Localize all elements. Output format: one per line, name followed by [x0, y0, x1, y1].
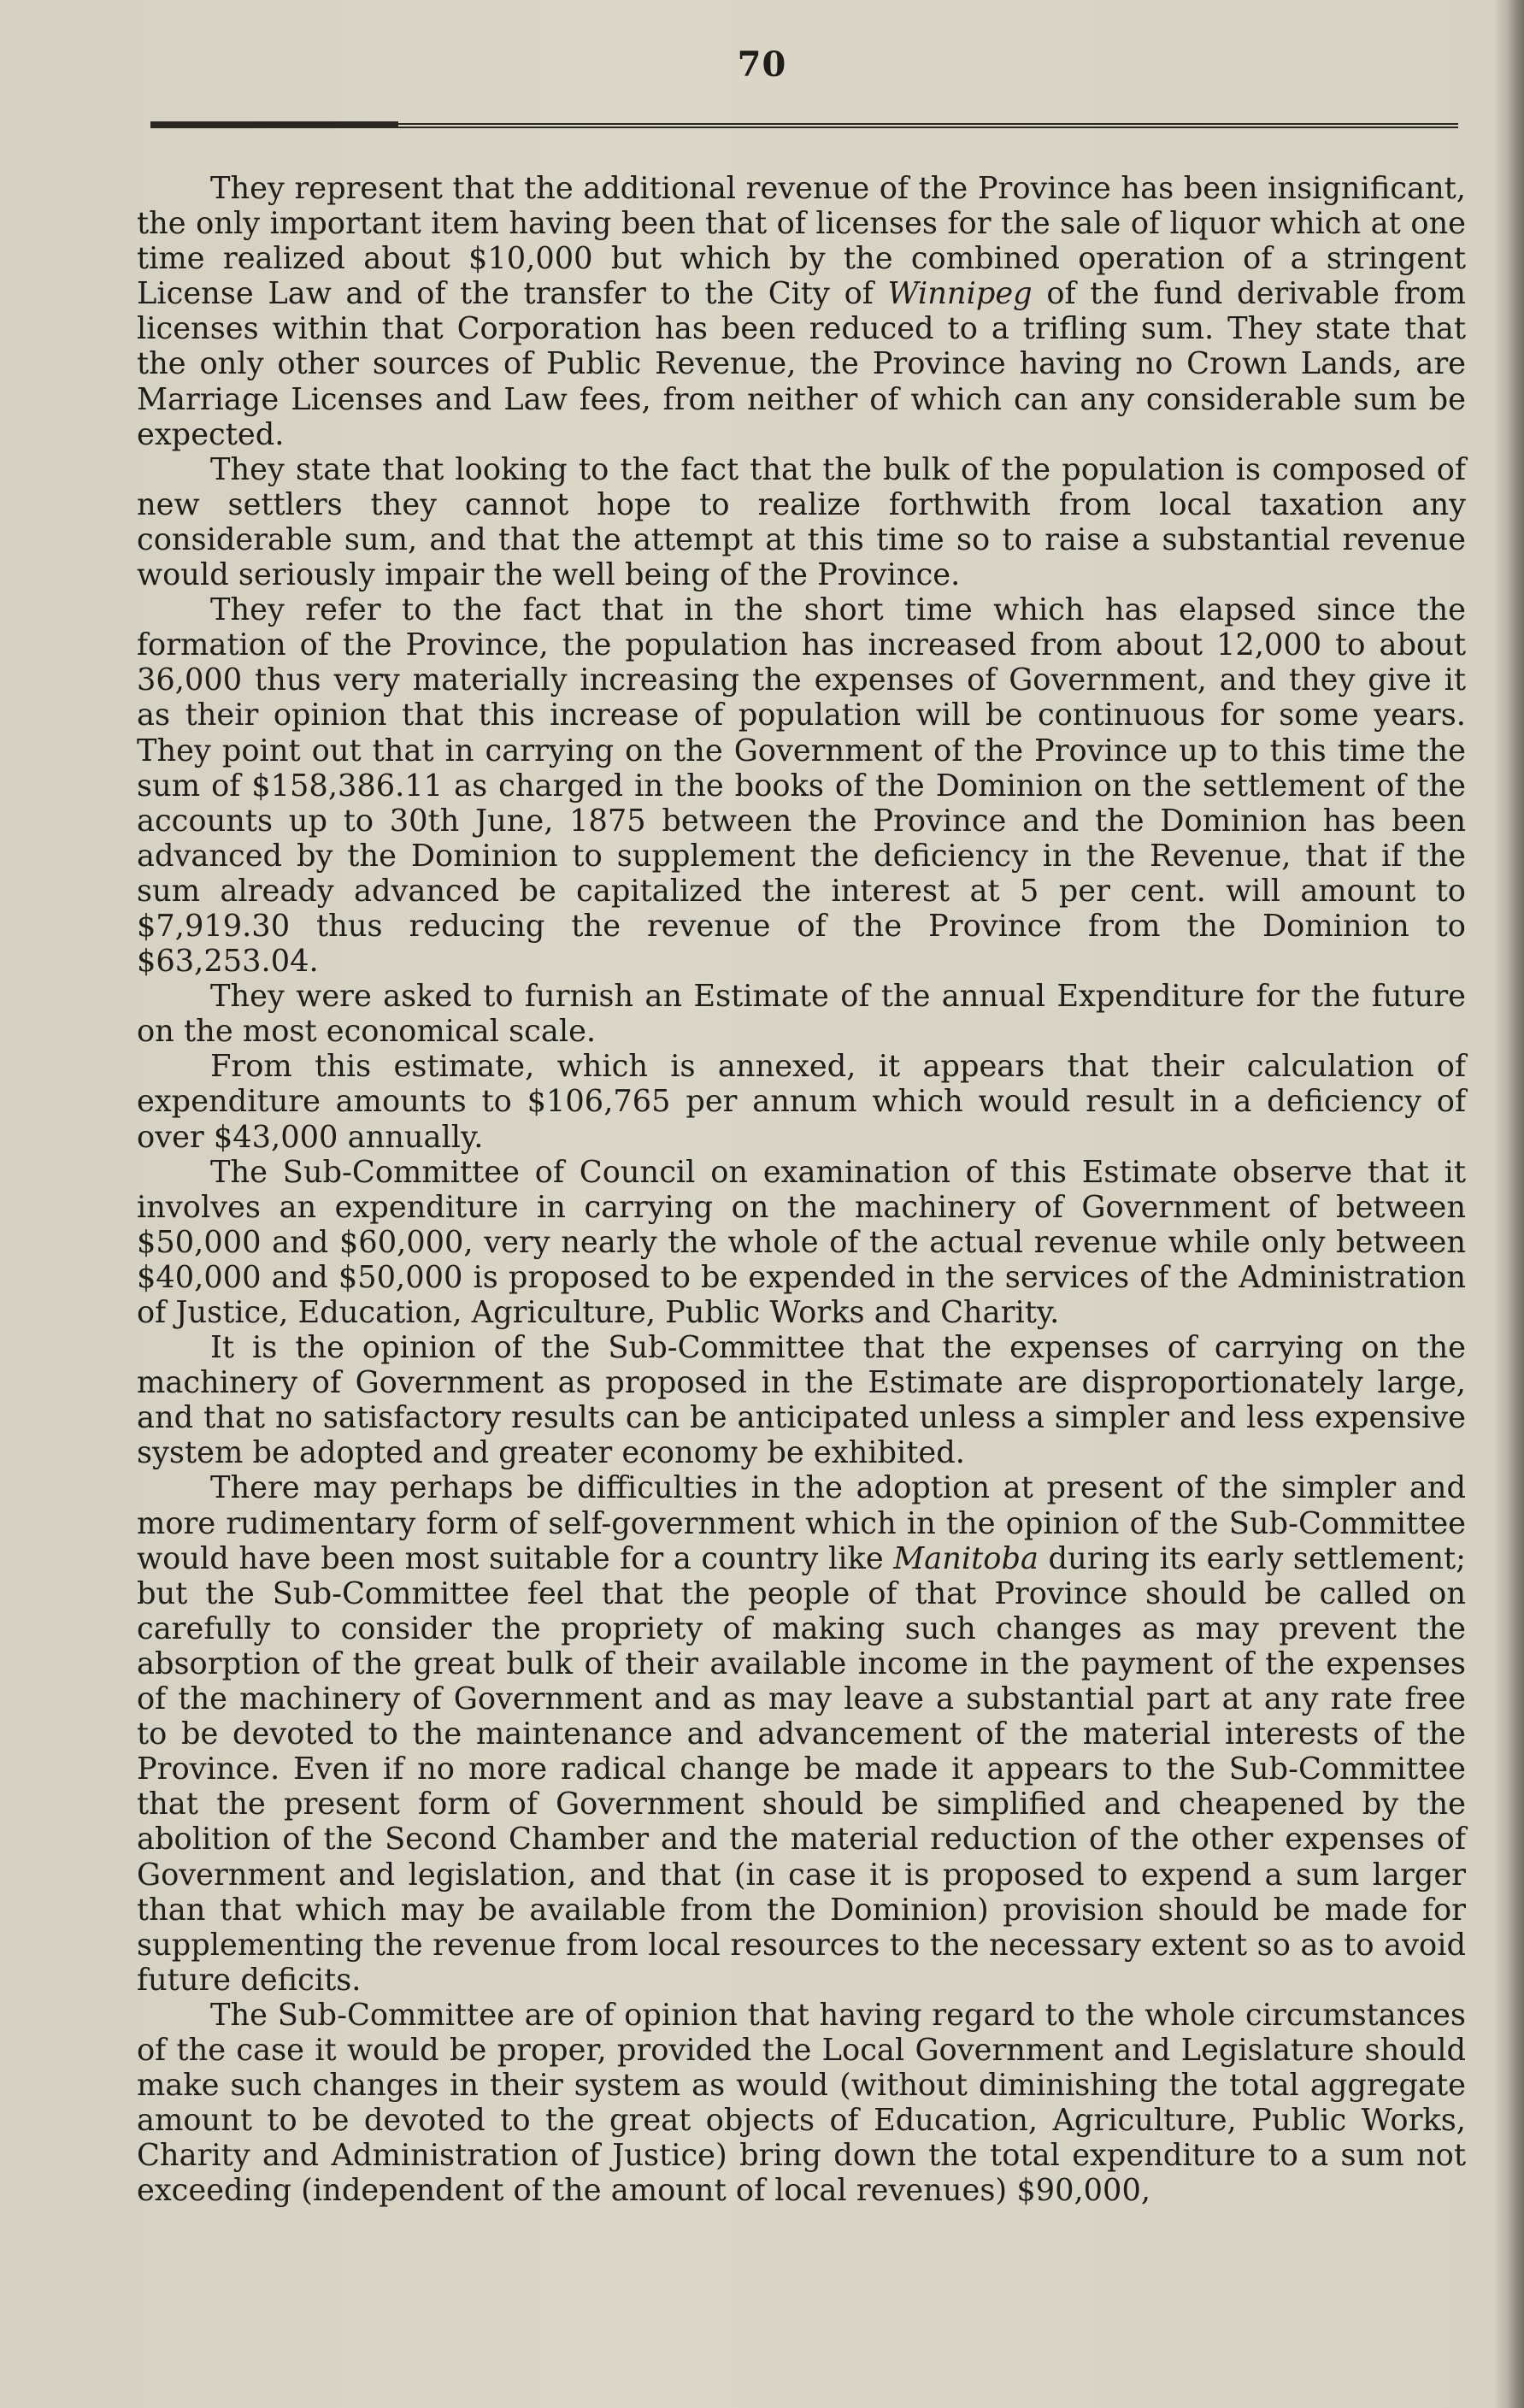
- page-number: 70: [737, 44, 787, 85]
- paragraph: [137, 592, 1466, 979]
- body-text: [137, 171, 1466, 2208]
- paragraph: [137, 1330, 1466, 1470]
- paragraph-text: It is the opinion of the Sub-Committee that the expenses of carrying on the machinery of Government as proposed in the Estimate are disproportionately large, and that no satisfactory results can be anticipated unless a simpler and less expensive system be adopted and greater economy be exhibited.: [137, 1330, 1466, 1471]
- paragraph-text: The Sub-Committee are of opinion that having regard to the whole circumstances of the case it would be proper, provided the Local Government and Legislature should make such changes in their system as would (without diminishing the total aggregate amount to be devoted to the great objects of Education, Agriculture, Public Works, Charity and Administration of Justice) bring down the total expenditure to a sum not exceeding (independent of the amount of local revenues) $90,000,: [137, 1997, 1466, 2209]
- paragraph-text: They refer to the fact that in the short time which has elapsed since the formation of the Province, the population has increased from about 12,000 to about 36,000 thus very materially increasing the expenses of Government, and they give it as their opinion that this increase of population will be continuous for some years. They point out that in carrying on the Government of the Province up to this time the sum of $158,386.11 as charged in the books of the Dominion on the settlement of the accounts up to 30th June, 1875 between the Province and the Dominion has been advanced by the Dominion to supplement the deficiency in the Revenue, that if the sum already advanced be capitalized the interest at 5 per cent. will amount to $7,919.30 thus reducing the revenue of the Province from the Dominion to $63,253.04.: [137, 592, 1466, 980]
- paragraph-text: There may perhaps be difficulties in the adoption at present of the simpler and more rudimentary form of self-government which in the opinion of the Sub-Committee would have been most suitable for a country like: [137, 1470, 1466, 1576]
- paragraph: [137, 1155, 1466, 1330]
- paragraph-text: From this estimate, which is annexed, it appears that their calculation of expenditure amounts to $106,765 per annum which would result in a deficiency of over $43,000 annually.: [137, 1049, 1466, 1155]
- paragraph-text: The Sub-Committee of Council on examination of this Estimate observe that it involves an expenditure in carrying on the machinery of Government of between $50,000 and $60,000, very nearly the whole of the actual revenue while only between $40,000 and $50,000 is proposed to be expended in the services of the Administration of Justice, Education, Agriculture, Public Works and Charity.: [137, 1154, 1466, 1330]
- paragraph-text: of the fund derivable from licenses within that Corporation has been reduced to a trifling sum. They state that the only other sources of Public Revenue, the Province having no Crown Lands, are Marriage Licenses and Law fees, from neither of which can any considerable sum be expected.: [137, 276, 1466, 452]
- paragraph: [137, 1049, 1466, 1154]
- paragraph: [137, 979, 1466, 1049]
- paragraph: [137, 1470, 1466, 1997]
- paragraph-text: They represent that the additional revenue of the Province has been insignificant, the only important item having been that of licenses for the sale of liquor which at one time realized about $10,000 but which by the combined operation of a stringent License Law and of the transfer to the City of: [137, 171, 1466, 312]
- paragraph: [137, 171, 1466, 452]
- paragraph-text: They were asked to furnish an Estimate of the annual Expenditure for the future on the most economical scale.: [137, 979, 1466, 1050]
- paragraph: [137, 1998, 1466, 2209]
- header-rule: [150, 123, 1458, 128]
- binding-shadow: [1493, 0, 1524, 2408]
- italic-place-name: Manitoba: [893, 1540, 1039, 1576]
- paragraph-text: They state that looking to the fact that the bulk of the population is composed of new settlers they cannot hope to realize forthwith from local taxation any considerable sum, and that the attempt at this time so to raise a substantial revenue would seriously impair the well being of the Province.: [137, 451, 1466, 593]
- paragraph-text: during its early settlement; but the Sub-Committee feel that the people of that Province should be called on carefully to consider the propriety of making such changes as may prevent the absorption of the great bulk of their available income in the payment of the expenses of the machinery of Government and as may leave a substantial part at any rate free to be devoted to the maintenance and advancement of the material interests of the Province. Even if no more radical change be made it appears to the Sub-Committee that the present form of Government should be simplified and cheapened by the abolition of the Second Chamber and the material reduction of the other expenses of Government and legislation, and that (in case it is proposed to expend a sum larger than that which may be available from the Dominion) provision should be made for supplementing the revenue from local resources to the necessary extent so as to avoid future deficits.: [137, 1540, 1467, 1998]
- paragraph: [137, 452, 1466, 592]
- italic-place-name: Winnipeg: [887, 276, 1033, 312]
